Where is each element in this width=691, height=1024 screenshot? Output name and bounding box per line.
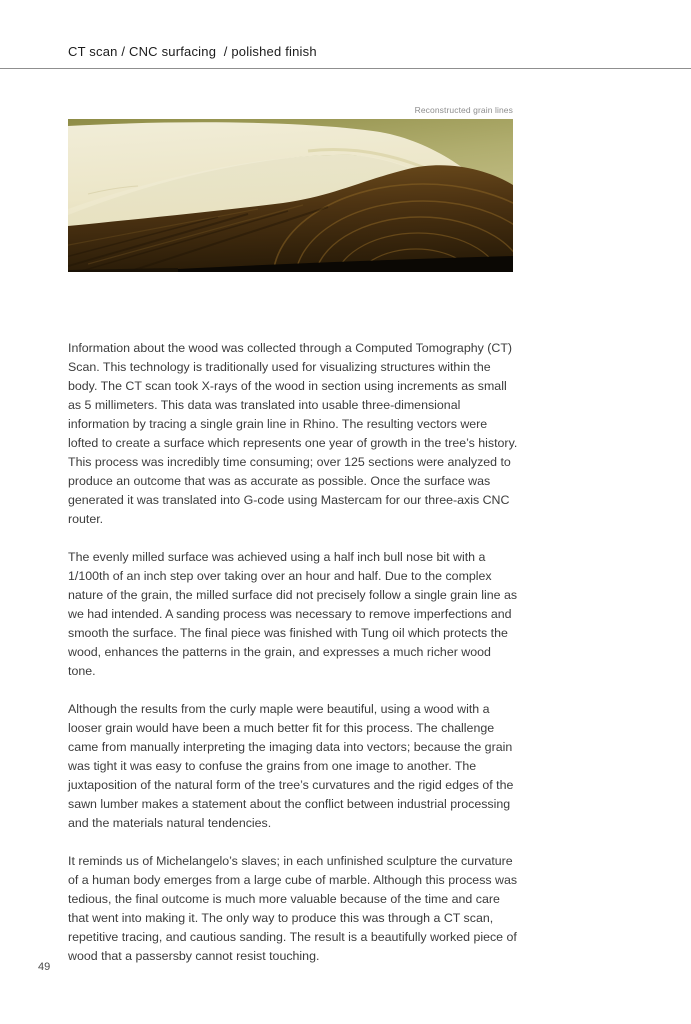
page-header-title: CT scan / CNC surfacing / polished finish [68, 44, 317, 59]
wood-grain-photo-illustration [68, 119, 513, 272]
figure-caption: Reconstructed grain lines [414, 105, 513, 115]
page-number: 49 [38, 961, 51, 973]
paragraph-michelangelo: It reminds us of Michelangelo’s slaves; in each unfinished sculpture the curvature of a human body emerges from a large cube of marble. Although this process was tedious, the final outcome is much more valuable because of the time and care that went into making it. The only way to produce this was through a CT scan, repetitive tracing, and cautious sanding. The result is a beautifully worked piece of wood that a passersby cannot resist touching. [68, 854, 518, 963]
paragraph-milling: The evenly milled surface was achieved using a half inch bull nose bit with a 1/100th of an inch step over taking over an hour and half. Due to the complex nature of the grain, the milled surface did not precisely follow a single grain line as we had intended. A sanding process was necessary to remove imperfections and smooth the surface. The final piece was finished with Tung oil which protects the wood, enhances the patterns in the grain, and expresses a much richer wood tone. [68, 550, 518, 678]
wood-grain-photo [68, 119, 513, 272]
header-divider [0, 68, 691, 69]
paragraph-ct-scan: Information about the wood was collected through a Computed Tomography (CT) Scan. This technology is traditionally used for visualizing structures within the body. The CT scan took X-rays of the wood in section using increments as small as 5 millimeters. This data was translated into usable three-dimensional information by tracing a single grain line in Rhino. The resulting vectors were lofted to create a surface which represents one year of growth in the tree’s history. This process was incredibly time consuming; over 125 sections were analyzed to produce an outcome that was as accurate as possible. Once the surface was generated it was translated into G-code using Mastercam for our three-axis CNC router. [68, 341, 518, 526]
body-text [68, 339, 518, 985]
paragraph-reflection: Although the results from the curly maple were beautiful, using a wood with a looser grain would have been a much better fit for this process. The challenge came from manually interpreting the imaging data into vectors; because the grain was tight it was easy to confuse the grains from one image to another. The juxtaposition of the natural form of the tree’s curvatures and the rigid edges of the sawn lumber makes a statement about the conflict between industrial processing and the materials natural tendencies. [68, 702, 514, 830]
